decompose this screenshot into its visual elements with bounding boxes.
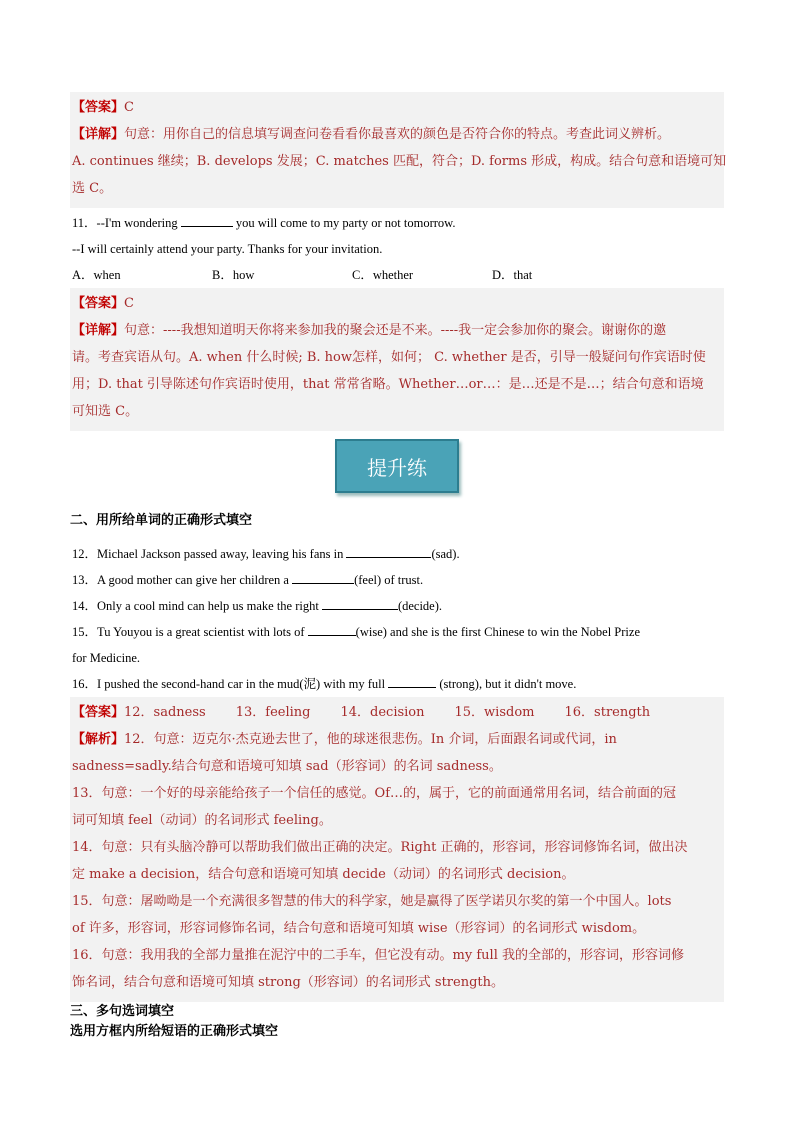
document-page (70, 0, 727, 1042)
analysis-text: sadness=sadly.结合句意和语境可知填 sad（形容词）的名词 sadness。 (72, 759, 502, 774)
answer-blank (292, 571, 354, 584)
question-text: (strong), but it didn't move. (439, 677, 577, 691)
question-text: 11．--I'm wondering (72, 216, 178, 230)
answer-item: 16．strength (564, 705, 651, 720)
question-text: 16．I pushed the second-hand car in the mud(泥) with my full (72, 677, 386, 691)
answer-blank (346, 545, 431, 558)
option-c: C．whether (352, 268, 414, 282)
options-row (72, 262, 724, 288)
analysis-tag: 【解析】 (72, 732, 125, 747)
analysis-text: 16．句意：我用我的全部力量推在泥泞中的二手车，但它没有动。my full 我的全部的，形容词，形容词修 (72, 948, 684, 963)
detail-text: 句意：----我想知道明天你将来参加我的聚会还是不来。----我一定会参加你的聚会。谢谢你的邀 (124, 323, 667, 338)
question-text: 15．Tu Youyou is a great scientist with lots of (72, 625, 305, 639)
section-subtitle: 选用方框内所给短语的正确形式填空 (70, 1024, 279, 1039)
answer-block-11 (70, 288, 724, 431)
analysis-text: 饰名词，结合句意和语境可知填 strong（形容词）的名词形式 strength。 (72, 975, 504, 990)
question-text: (wise) and she is the first Chinese to win the Nobel Prize (355, 625, 640, 639)
question-11 (70, 210, 724, 288)
detail-tag: 【详解】 (72, 323, 125, 338)
analysis-text: 13．句意：一个好的母亲能给孩子一个信任的感觉。Of…的，属于，它的前面通常用名词，结合前面的冠 (72, 786, 677, 801)
question-text: 12．Michael Jackson passed away, leaving his fans in (72, 547, 344, 561)
detail-text: 选 C。 (72, 181, 113, 196)
question-text: --I will certainly attend your party. Thanks for your invitation. (72, 242, 383, 256)
detail-text: 用；D. that 引导陈述句作宾语时使用，that 常常省略。Whether…or…：是…还是不是…；结合句意和语境 (72, 377, 704, 392)
answer-blank (308, 623, 356, 636)
analysis-text: 14．句意：只有头脑冷静可以帮助我们做出正确的决定。Right 正确的，形容词，形容词修饰名词，做出决 (72, 840, 688, 855)
answer-value: C (124, 100, 134, 115)
answer-blank (322, 597, 398, 610)
analysis-text: of 许多，形容词，形容词修饰名词，结合句意和语境可知填 wise（形容词）的名词形式 wisdom。 (72, 921, 646, 936)
section-title: 三、多句选词填空 (70, 1004, 175, 1019)
answer-item: 12．sadness (124, 705, 206, 720)
section-2-questions (70, 541, 724, 697)
option-b: B．how (212, 268, 255, 282)
analysis-text: 定 make a decision，结合句意和语境可知填 decide（动词）的名词形式 decision。 (72, 867, 575, 882)
question-text: (feel) of trust. (354, 573, 424, 587)
analysis-text: 12．句意：迈克尔·杰克逊去世了，他的球迷很悲伤。In 介词，后面跟名词或代词，in (124, 732, 617, 747)
answer-block-12-16 (70, 697, 724, 1002)
detail-text: 请。考查宾语从句。A. when 什么时候; B. how怎样，如何； C. whether 是否，引导一般疑问句作宾语时使 (72, 350, 706, 365)
detail-text: 句意：用你自己的信息填写调查问卷看看你最喜欢的颜色是否符合你的特点。考查此词义辨析。 (124, 127, 671, 142)
answer-item: 13．feeling (235, 705, 311, 720)
question-text: for Medicine. (72, 651, 141, 665)
answer-blank (181, 214, 233, 227)
answer-tag: 【答案】 (72, 296, 125, 311)
answer-block-10 (70, 92, 727, 208)
question-text: 13．A good mother can give her children a (72, 573, 289, 587)
section-badge: 提升练 (335, 439, 459, 493)
analysis-text: 15．句意：屠呦呦是一个充满很多智慧的伟大的科学家，她是赢得了医学诺贝尔奖的第一个中国人。lots (72, 894, 672, 909)
analysis-text: 词可知填 feel（动词）的名词形式 feeling。 (72, 813, 332, 828)
answer-tag: 【答案】 (72, 705, 125, 720)
detail-tag: 【详解】 (72, 127, 125, 142)
option-d: D．that (492, 268, 533, 282)
question-text: 14．Only a cool mind can help us make the right (72, 599, 319, 613)
answer-item: 15．wisdom (454, 705, 535, 720)
answer-blank (388, 675, 436, 688)
detail-text: 可知选 C。 (72, 404, 139, 419)
answer-item: 14．decision (340, 705, 425, 720)
answer-value: C (124, 296, 134, 311)
option-a: A．when (72, 268, 121, 282)
detail-text: A. continues 继续；B. develops 发展；C. matches 匹配，符合；D. forms 形成，构成。结合句意和语境可知 (72, 154, 727, 169)
section-title: 二、用所给单词的正确形式填空 (70, 513, 253, 528)
question-text: (sad). (431, 547, 460, 561)
question-text: (decide). (397, 599, 443, 613)
question-text: you will come to my party or not tomorrow. (235, 216, 456, 230)
answer-tag: 【答案】 (72, 100, 125, 115)
